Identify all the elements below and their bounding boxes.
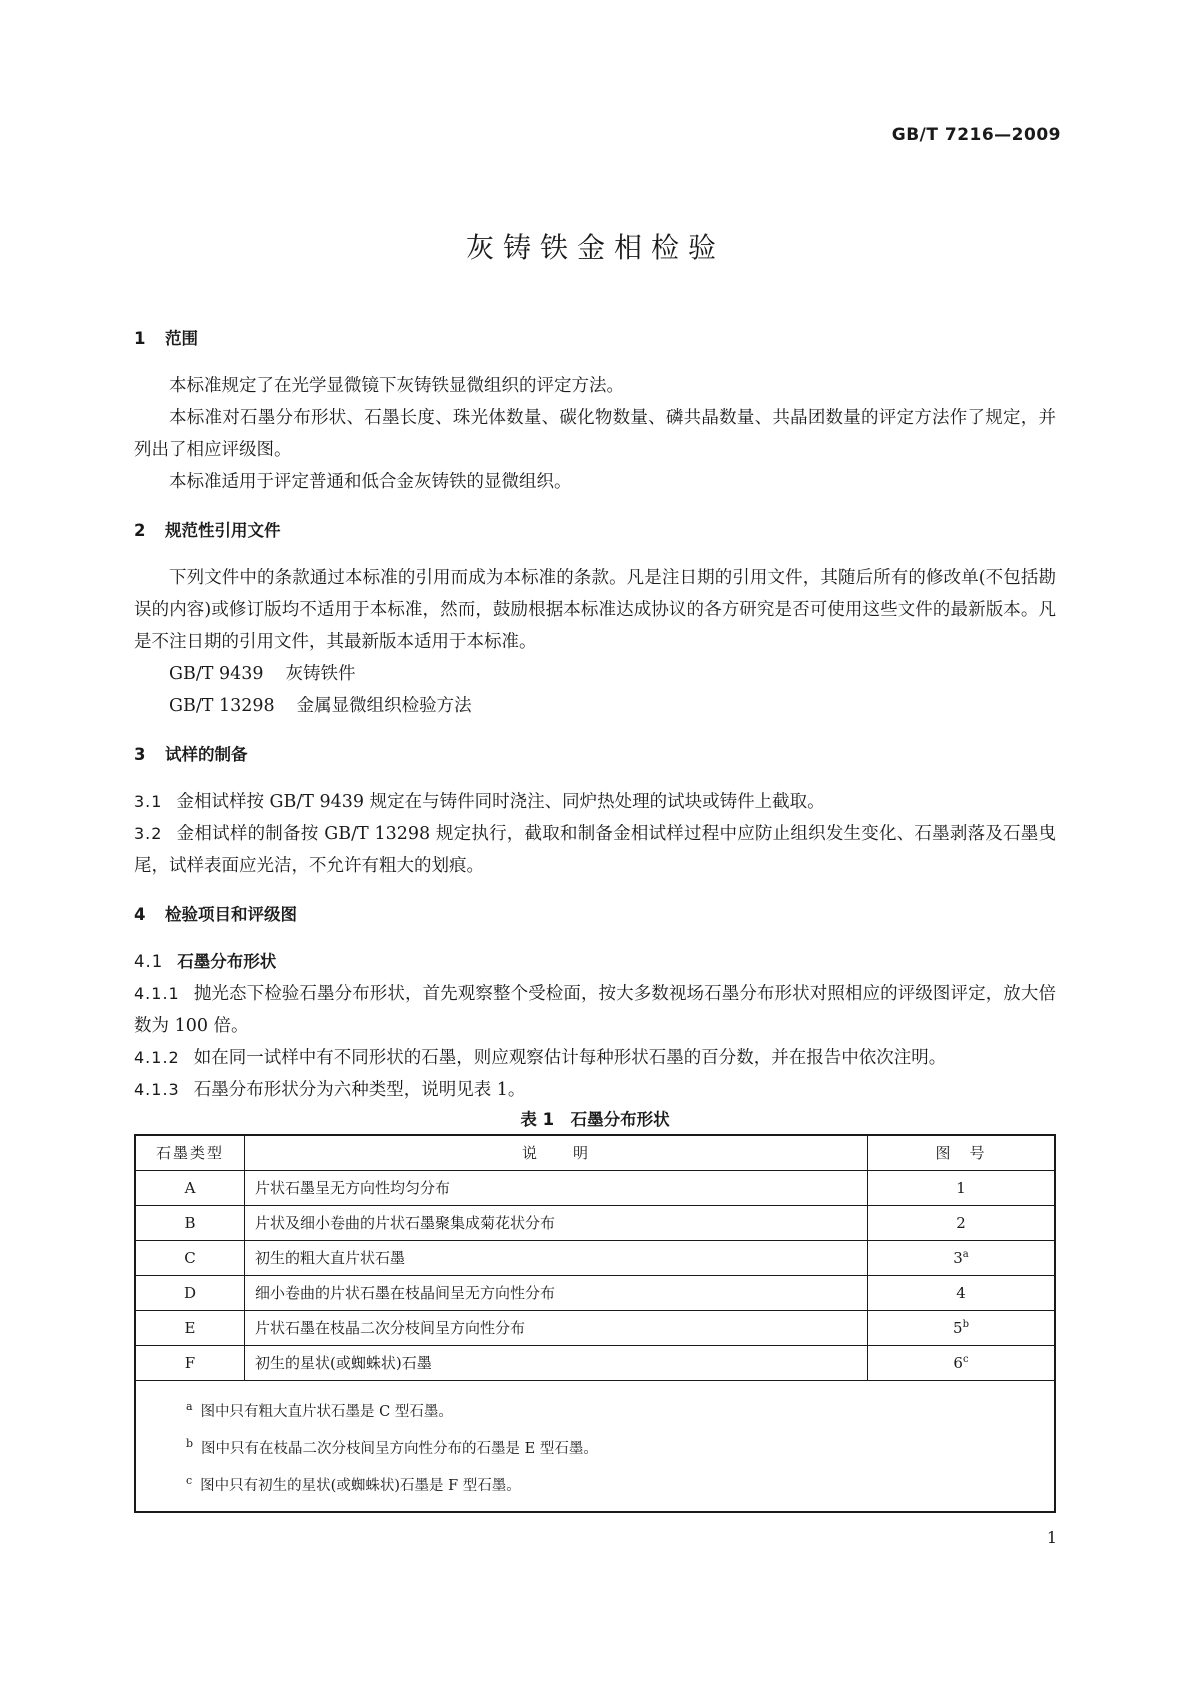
section-heading-inspection-items	[134, 900, 1056, 930]
clause-number: 4.1.2	[134, 1048, 180, 1067]
section-title: 检验项目和评级图	[165, 905, 297, 924]
cell-figure	[868, 1241, 1056, 1276]
figure-number: 1	[956, 1179, 966, 1197]
section-heading-normative-references	[134, 516, 1056, 546]
document-body	[134, 324, 1056, 1513]
table-row	[135, 1241, 1055, 1276]
cell-description: 片状石墨在枝晶二次分枝间呈方向性分布	[245, 1311, 868, 1346]
cell-figure	[868, 1346, 1056, 1381]
figure-number: 2	[956, 1214, 966, 1232]
clause-text: 石墨分布形状分为六种类型，说明见表 1。	[193, 1080, 526, 1100]
clause	[134, 1042, 1056, 1074]
note-text: 图中只有初生的星状(或蜘蛛状)石墨是 F 型石墨。	[200, 1477, 521, 1494]
section-title: 试样的制备	[165, 745, 248, 764]
cell-figure	[868, 1276, 1056, 1311]
figure-number: 6	[953, 1354, 963, 1372]
cell-type: E	[135, 1311, 245, 1346]
note-text: 图中只有粗大直片状石墨是 C 型石墨。	[200, 1403, 453, 1420]
clause-text: 如在同一试样中有不同形状的石墨，则应观察估计每种形状石墨的百分数，并在报告中依次注明。	[193, 1048, 947, 1068]
table-note	[186, 1465, 1054, 1502]
paragraph: 下列文件中的条款通过本标准的引用而成为本标准的条款。凡是注日期的引用文件，其随后所有的修改单(不包括勘误的内容)或修订版均不适用于本标准，然而，鼓励根据本标准达成协议的各方研究是否可使用这些文件的最新版本。凡是不注日期的引用文件，其最新版本适用于本标准。	[134, 568, 1056, 652]
cell-figure	[868, 1311, 1056, 1346]
cell-description: 细小卷曲的片状石墨在枝晶间呈无方向性分布	[245, 1276, 868, 1311]
standard-code: GB/T 7216—2009	[891, 125, 1061, 145]
section-number: 4	[134, 905, 146, 924]
note-text: 图中只有在枝晶二次分枝间呈方向性分布的石墨是 E 型石墨。	[201, 1440, 598, 1457]
header-description: 说 明	[245, 1135, 868, 1171]
footnote-ref: c	[962, 1354, 969, 1365]
clause-number: 3.2	[134, 824, 163, 843]
cell-figure	[868, 1171, 1056, 1206]
clause-text: 金相试样的制备按 GB/T 13298 规定执行，截取和制备金相试样过程中应防止组织发生变化、石墨剥落及石墨曳尾，试样表面应光洁，不允许有粗大的划痕。	[134, 824, 1056, 876]
cell-type: D	[135, 1276, 245, 1311]
page-number: 1	[1046, 1528, 1057, 1547]
table-row	[135, 1276, 1055, 1311]
table-note	[186, 1391, 1054, 1428]
figure-number: 4	[956, 1284, 966, 1302]
table-row	[135, 1171, 1055, 1206]
clause	[134, 818, 1056, 882]
cell-type: A	[135, 1171, 245, 1206]
cell-type: C	[135, 1241, 245, 1276]
table-row	[135, 1206, 1055, 1241]
header-figure-number: 图 号	[868, 1135, 1056, 1171]
table-row	[135, 1346, 1055, 1381]
reference-item	[134, 690, 1056, 722]
paragraph: 本标准规定了在光学显微镜下灰铸铁显微组织的评定方法。	[169, 376, 624, 396]
section-number: 1	[134, 329, 146, 348]
cell-description: 片状石墨呈无方向性均匀分布	[245, 1171, 868, 1206]
section-heading-scope	[134, 324, 1056, 354]
reference-item	[134, 658, 1056, 690]
reference-code: GB/T 13298	[169, 696, 275, 716]
document-title: 灰铸铁金相检验	[465, 231, 725, 264]
footnote-ref: b	[962, 1319, 969, 1330]
footnote-ref: a	[962, 1249, 969, 1260]
graphite-distribution-table	[134, 1134, 1056, 1513]
reference-code: GB/T 9439	[169, 664, 264, 684]
section-title: 范围	[165, 329, 198, 348]
table-notes	[135, 1381, 1055, 1513]
table-notes-row	[135, 1381, 1055, 1513]
section-number: 3	[134, 745, 146, 764]
clause-number: 4.1.3	[134, 1080, 180, 1099]
clause-number: 4.1.1	[134, 984, 180, 1003]
section-heading-specimen-preparation	[134, 740, 1056, 770]
reference-name: 金属显微组织检验方法	[296, 696, 472, 716]
table-row	[135, 1311, 1055, 1346]
subsection-number: 4.1	[134, 952, 164, 971]
clause	[134, 1074, 1056, 1106]
cell-description: 片状及细小卷曲的片状石墨聚集成菊花状分布	[245, 1206, 868, 1241]
clause	[134, 786, 1056, 818]
section-title: 规范性引用文件	[165, 521, 281, 540]
reference-name: 灰铸铁件	[285, 664, 356, 684]
table-note	[186, 1428, 1054, 1465]
cell-type: F	[135, 1346, 245, 1381]
clause-text: 抛光态下检验石墨分布形状，首先观察整个受检面，按大多数视场石墨分布形状对照相应的评级图评定，放大倍数为 100 倍。	[134, 984, 1056, 1036]
subsection-title: 石墨分布形状	[177, 952, 277, 971]
paragraph: 本标准适用于评定普通和低合金灰铸铁的显微组织。	[169, 472, 572, 492]
header-type: 石墨类型	[135, 1135, 245, 1171]
section-number: 2	[134, 521, 146, 540]
cell-figure	[868, 1206, 1056, 1241]
note-mark: c	[186, 1473, 193, 1487]
note-mark: b	[186, 1436, 194, 1450]
cell-description: 初生的星状(或蜘蛛状)石墨	[245, 1346, 868, 1381]
cell-description: 初生的粗大直片状石墨	[245, 1241, 868, 1276]
figure-number: 3	[953, 1249, 963, 1267]
paragraph: 本标准对石墨分布形状、石墨长度、珠光体数量、碳化物数量、磷共晶数量、共晶团数量的评定方法作了规定，并列出了相应评级图。	[134, 408, 1056, 460]
subsection-heading-graphite-distribution	[134, 946, 1056, 978]
note-mark: a	[186, 1400, 193, 1413]
cell-type: B	[135, 1206, 245, 1241]
table-caption: 表 1 石墨分布形状	[520, 1110, 670, 1129]
figure-number: 5	[953, 1319, 963, 1337]
table-header-row	[135, 1135, 1055, 1171]
clause	[134, 978, 1056, 1042]
clause-number: 3.1	[134, 792, 163, 811]
clause-text: 金相试样按 GB/T 9439 规定在与铸件同时浇注、同炉热处理的试块或铸件上截取。	[176, 792, 825, 812]
